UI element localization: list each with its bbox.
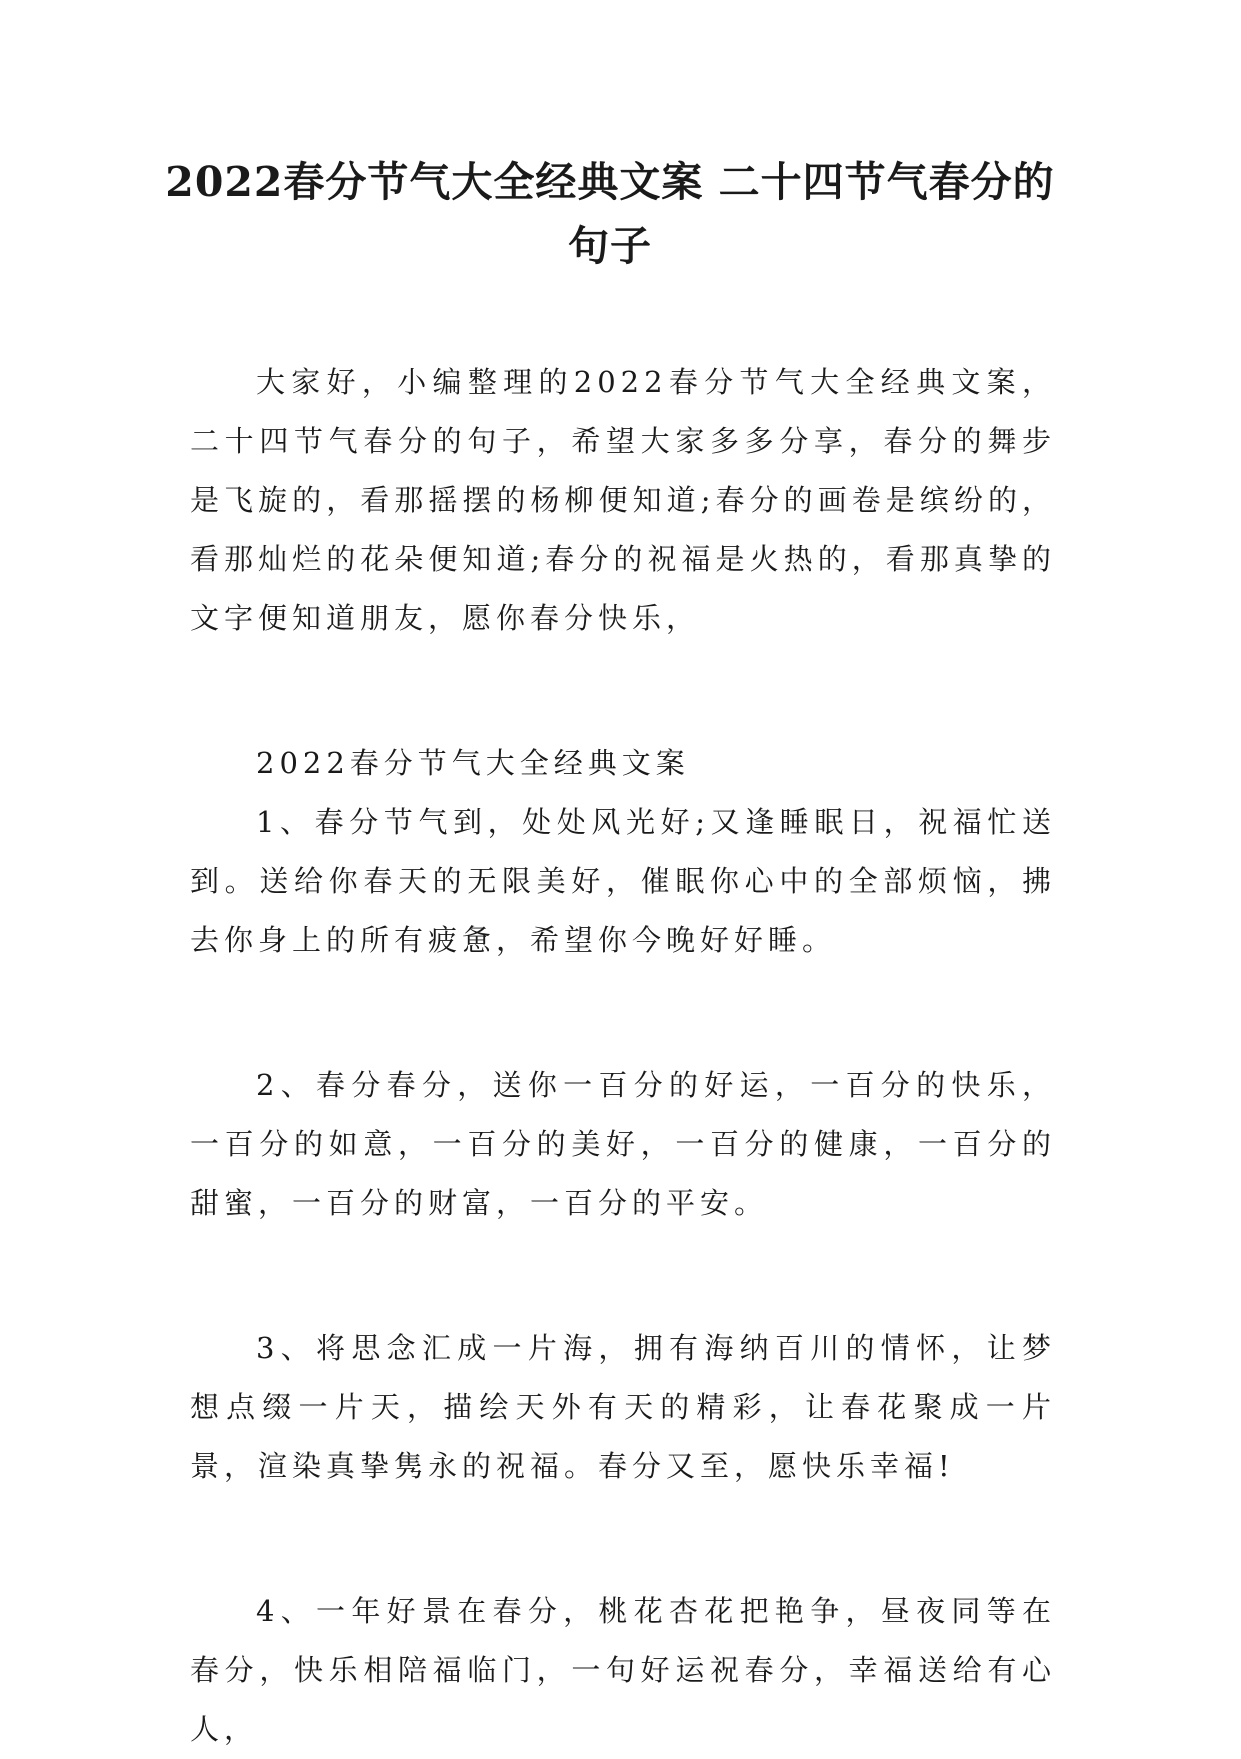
paragraph-spacer xyxy=(190,1496,1056,1582)
list-item: 3、将思念汇成一片海，拥有海纳百川的情怀，让梦想点缀一片天，描绘天外有天的精彩，让春花聚成一片景，渲染真挚隽永的祝福。春分又至，愿快乐幸福! xyxy=(190,1331,1056,1483)
intro-paragraph: 大家好，小编整理的2022春分节气大全经典文案，二十四节气春分的句子，希望大家多多分享，春分的舞步是飞旋的，看那摇摆的杨柳便知道;春分的画卷是缤纷的，看那灿烂的花朵便知道;春分的祝福是火热的，看那真挚的文字便知道朋友，愿你春分快乐， xyxy=(190,365,1056,635)
list-item: 1、春分节气到，处处风光好;又逢睡眠日，祝福忙送到。送给你春天的无限美好，催眠你心中的全部烦恼，拂去你身上的所有疲惫，希望你今晚好好睡。 xyxy=(190,805,1056,957)
document-title: 2022春分节气大全经典文案 二十四节气春分的句子 xyxy=(165,158,1055,270)
paragraph-spacer xyxy=(190,970,1056,1056)
document-body xyxy=(190,353,1056,1759)
paragraph-spacer xyxy=(190,648,1056,734)
list-item: 4、一年好景在春分，桃花杏花把艳争，昼夜同等在春分，快乐相陪福临门，一句好运祝春分，幸福送给有心人， xyxy=(190,1594,1056,1746)
list-item: 2、春分春分，送你一百分的好运，一百分的快乐，一百分的如意，一百分的美好，一百分的健康，一百分的甜蜜，一百分的财富，一百分的平安。 xyxy=(190,1068,1056,1220)
paragraph-spacer xyxy=(190,1233,1056,1319)
section-heading: 2022春分节气大全经典文案 xyxy=(256,746,690,780)
